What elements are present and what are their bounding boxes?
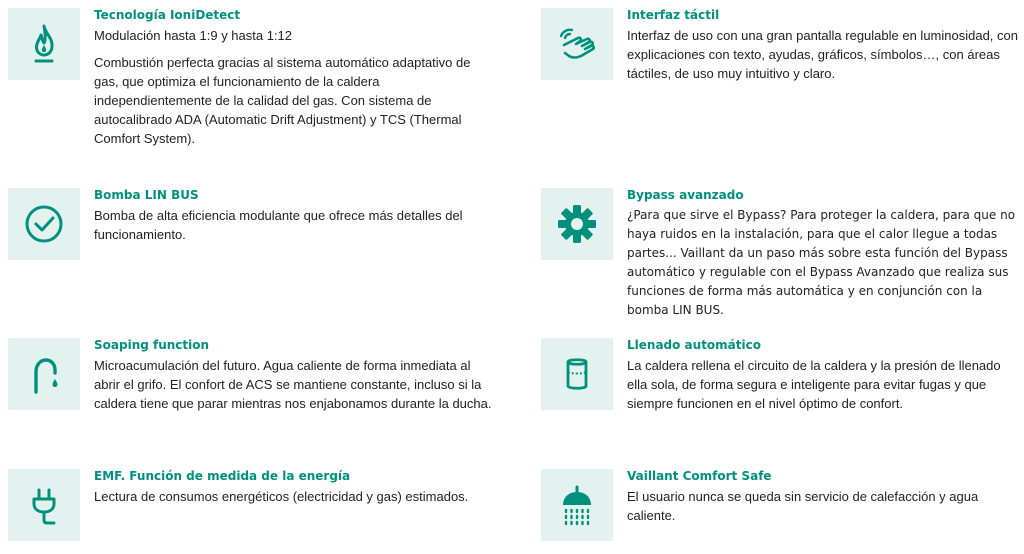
feature-title: Tecnología IoniDetect — [94, 8, 241, 22]
ionidetect-icon-box — [8, 8, 80, 80]
feature-title: Llenado automático — [627, 338, 761, 352]
feature-text: La caldera rellena el circuito de la caldera y la presión de llenado ella sola, de forma segura e inteligente para evitar fugas y que siempre funcionen en el nivel óptimo de confort. — [627, 358, 1001, 411]
feature-title: EMF. Función de medida de la energía — [94, 469, 351, 483]
feature-title: Bomba LIN BUS — [94, 188, 199, 202]
interfaz-icon-box — [541, 8, 613, 80]
feature-title: Vaillant Comfort Safe — [627, 469, 772, 483]
feature-text: Interfaz de uso con una gran pantalla regulable en luminosidad, con explicaciones con texto, ayudas, gráficos, símbolos…, con áreas táctiles, de uso muy intuitivo y claro. — [627, 28, 1018, 81]
emf-icon-box — [8, 469, 80, 541]
flame-icon — [24, 22, 64, 66]
feature-text: El usuario nunca se queda sin servicio de calefacción y agua caliente. — [627, 489, 979, 523]
feature-text: Microacumulación del futuro. Agua caliente de forma inmediata al abrir el grifo. El confort de ACS se mantiene constante, incluso si la caldera tiene que parar mientras nos enjabonamos durante la ducha. — [94, 358, 492, 411]
feature-text: Modulación hasta 1:9 y hasta 1:12 — [94, 28, 293, 43]
gear-icon — [555, 202, 599, 246]
faucet-drop-icon — [22, 352, 66, 396]
tank-icon — [555, 352, 599, 396]
shower-icon — [555, 483, 599, 527]
comfort-icon-box — [541, 469, 613, 541]
plug-icon — [22, 483, 66, 527]
feature-text: Bomba de alta eficiencia modulante que ofrece más detalles del funcionamiento. — [94, 208, 463, 242]
soaping-icon-box — [8, 338, 80, 410]
bypass-icon-box — [541, 188, 613, 260]
feature-text: Combustión perfecta gracias al sistema automático adaptativo de gas, que optimiza el funcionamiento de la caldera independientemente de la calidad del gas. Con sistema de autocalibrado ADA (Automatic Drift Adjustment) y TCS (Thermal Comfort System). — [94, 55, 471, 146]
touch-hand-icon — [555, 24, 599, 64]
feature-text: ¿Para que sirve el Bypass? Para proteger la caldera, para que no haya ruidos en la instalación, para que el calor llegue a todas partes... Vaillant da un paso más sobre esta función del Bypass automático y regulable con el Bypass Avanzado que realiza sus funciones de forma más automática y en conjunción con la bomba LIN BUS. — [627, 208, 1016, 317]
llenado-icon-box — [541, 338, 613, 410]
feature-title: Soaping function — [94, 338, 210, 352]
feature-text: Lectura de consumos energéticos (electricidad y gas) estimados. — [94, 489, 469, 504]
bomba-icon-box — [8, 188, 80, 260]
feature-title: Bypass avanzado — [627, 188, 744, 202]
check-circle-icon — [22, 202, 66, 246]
feature-title: Interfaz táctil — [627, 8, 720, 22]
